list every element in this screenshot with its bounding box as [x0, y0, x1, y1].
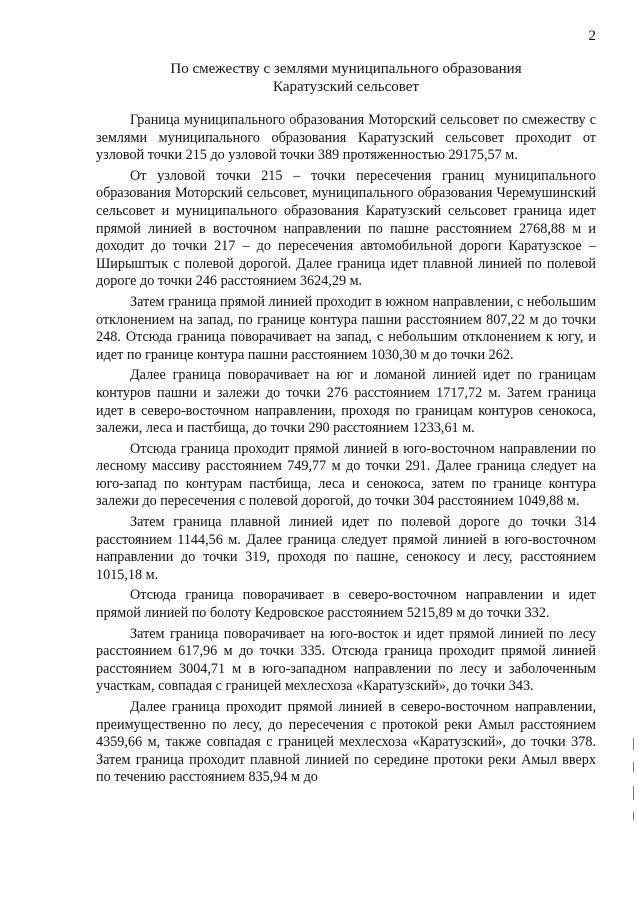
- paragraph-8: Затем граница поворачивает на юго-восток и идет прямой линией по лесу расстоянием 617,96 м до точки 335. Отсюда граница проходит прямой линией расстоянием 3004,71 м в юго-западном направлении по лесу и заболоченным участкам, совпадая с границей мехлесхоза «Каратузский», до точки 343.: [96, 625, 596, 695]
- paragraph-7: Отсюда граница поворачивает в северо-восточном направлении и идет прямой линией по болоту Кедровское расстоянием 5215,89 м до точки 332.: [96, 587, 596, 622]
- paragraph-3: Затем граница прямой линией проходит в южном направлении, с небольшим отклонением на запад, по границе контура пашни расстоянием 807,22 м до точки 248. Отсюда граница поворачивает на запад, с небольшим отклонением к югу, и идет по границе контура пашни расстоянием 1030,30 м до точки 262.: [96, 293, 596, 363]
- paragraph-6: Затем граница плавной линией идет по полевой дороге до точки 314 расстоянием 1144,56 м. Далее граница следует прямой линией в юго-восточном направлении до точки 319, проходя по пашне, сенокосу и лесу, расстоянием 1015,18 м.: [96, 514, 596, 583]
- page-number: 2: [588, 28, 596, 44]
- section-heading-line-2: Каратузский сельсовет: [273, 79, 419, 95]
- scan-artifact: [633, 812, 634, 820]
- scan-artifact: [633, 762, 634, 772]
- paragraph-1: Граница муниципального образования Моторский сельсовет по смежеству с землями муниципального образования Каратузский сельсовет проходит от узловой точки 215 до узловой точки 389 протяженностью 29175,57 м.: [96, 112, 596, 164]
- paragraph-4: Далее граница поворачивает на юг и ломаной линией идет по границам контуров пашни и залежи до точки 276 расстоянием 1717,72 м. Затем граница идет в северо-восточном направлении, проходя по границам контуров сенокоса, залежи, леса и пастбища, до точки 290 расстоянием 1233,61 м.: [96, 367, 596, 437]
- scan-artifact: [633, 738, 634, 750]
- paragraph-9: Далее граница проходит прямой линией в северо-восточном направлении, преимущественно по лесу, до пересечения с протокой реки Амыл расстоянием 4359,66 м, также совпадая с границей мехлесхоза «Каратузский», до точки 378. Затем граница проходит плавной линией по середине протоки реки Амыл вверх по течению расстоянием 835,94 м до: [96, 699, 596, 786]
- paragraph-2: От узловой точки 215 – точки пересечения границ муниципального образования Моторский сельсовет, муниципального образования Черемушинский сельсовет и муниципального образования Каратузский сельсовет граница идет прямой линией в восточном направлении по пашне расстоянием 2768,88 м и доходит до точки 217 – до пересечения автомобильной дороги Каратузское – Ширыштык с полевой дорогой. Далее граница идет плавной линией по полевой дороге до точки 246 расстоянием 3624,29 м.: [96, 167, 596, 290]
- section-heading: [96, 60, 596, 96]
- body-text: [96, 112, 596, 790]
- section-heading-line-1: По смежеству с землями муниципального образования: [170, 61, 522, 77]
- paragraph-5: Отсюда граница проходит прямой линией в юго-восточном направлении по лесному массиву расстоянием 749,77 м до точки 291. Далее граница следует на юго-запад по контурам пастбища, леса и сенокоса, затем по границе контура залежи до пересечения с полевой дорогой, до точки 304 расстоянием 1049,88 м.: [96, 440, 596, 510]
- scan-artifact: [633, 786, 634, 800]
